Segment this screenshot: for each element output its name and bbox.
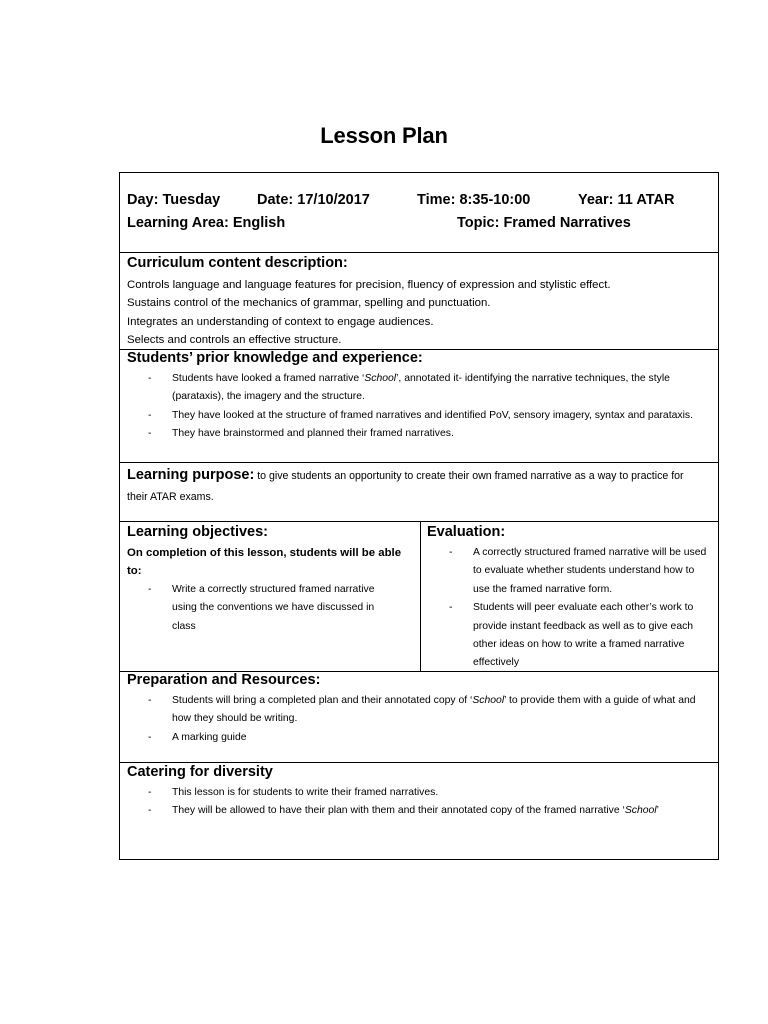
preparation-list (148, 692, 708, 747)
list-item: - A marking guide (148, 729, 708, 747)
evaluation-section (421, 522, 718, 671)
page-title: Lesson Plan (320, 123, 448, 148)
day-field: Day: Tuesday (127, 192, 221, 208)
learning-area-field: Learning Area: English (127, 215, 286, 231)
learning-purpose-label: Learning purpose: (127, 467, 255, 483)
curriculum-line: Sustains control of the mechanics of grammar, spelling and punctuation. (127, 297, 491, 310)
preparation-section (120, 672, 718, 762)
list-item: - They have looked at the structure of framed narratives and identified PoV, sensory imagery, syntax and parataxis. (148, 407, 708, 425)
header-row (120, 173, 718, 253)
prior-knowledge-heading: Students’ prior knowledge and experience: (127, 350, 423, 366)
list-item: - This lesson is for students to write their framed narratives. (148, 784, 708, 802)
learning-purpose-section (120, 463, 718, 521)
objectives-section (120, 522, 420, 671)
curriculum-line: Integrates an understanding of context to engage audiences. (127, 315, 434, 328)
lesson-plan-table (119, 172, 719, 860)
diversity-heading: Catering for diversity (127, 764, 273, 780)
list-item: - They have brainstormed and planned their framed narratives. (148, 425, 708, 443)
learning-purpose-text (127, 465, 702, 507)
date-field: Date: 17/10/2017 (257, 192, 370, 208)
list-item: - Students have looked a framed narrative ‘School’, annotated it- identifying the narrative techniques, the style (parataxis), the imagery and the structure. (148, 370, 708, 407)
curriculum-line: Controls language and language features for precision, fluency of expression and stylistic effect. (127, 279, 611, 291)
evaluation-list (449, 544, 711, 673)
curriculum-heading: Curriculum content description: (127, 255, 348, 271)
list-item: - They will be allowed to have their plan with them and their annotated copy of the framed narrative ‘School’ (148, 802, 708, 820)
preparation-heading: Preparation and Resources: (127, 672, 321, 688)
learning-purpose-body: to give students an opportunity to create their own framed narrative as a way to practice for their ATAR exams. (127, 470, 684, 503)
diversity-section (120, 763, 718, 859)
topic-field: Topic: Framed Narratives (457, 215, 631, 231)
objectives-intro: On completion of this lesson, students will be able to: (127, 547, 402, 578)
objectives-heading: Learning objectives: (127, 524, 269, 540)
year-field: Year: 11 ATAR (578, 192, 675, 208)
curriculum-line: Selects and controls an effective structure. (127, 334, 342, 347)
list-item: - A correctly structured framed narrative will be used to evaluate whether students understand how to use the framed narrative form. (449, 544, 711, 599)
prior-knowledge-section (120, 350, 718, 462)
list-item: - Students will peer evaluate each other’s work to provide instant feedback as well as to give each other ideas on how to write a framed narrative effectively (449, 599, 711, 673)
curriculum-section (120, 253, 718, 349)
prior-knowledge-list (148, 370, 708, 444)
objectives-list (148, 581, 398, 636)
diversity-list (148, 784, 708, 821)
list-item: - Write a correctly structured framed narrative using the conventions we have discussed in class (148, 581, 398, 636)
list-item: - Students will bring a completed plan and their annotated copy of ‘School’ to provide them with a guide of what and how they should be writing. (148, 692, 708, 729)
evaluation-heading: Evaluation: (427, 524, 506, 540)
time-field: Time: 8:35-10:00 (417, 192, 531, 208)
curriculum-lines (127, 276, 611, 350)
